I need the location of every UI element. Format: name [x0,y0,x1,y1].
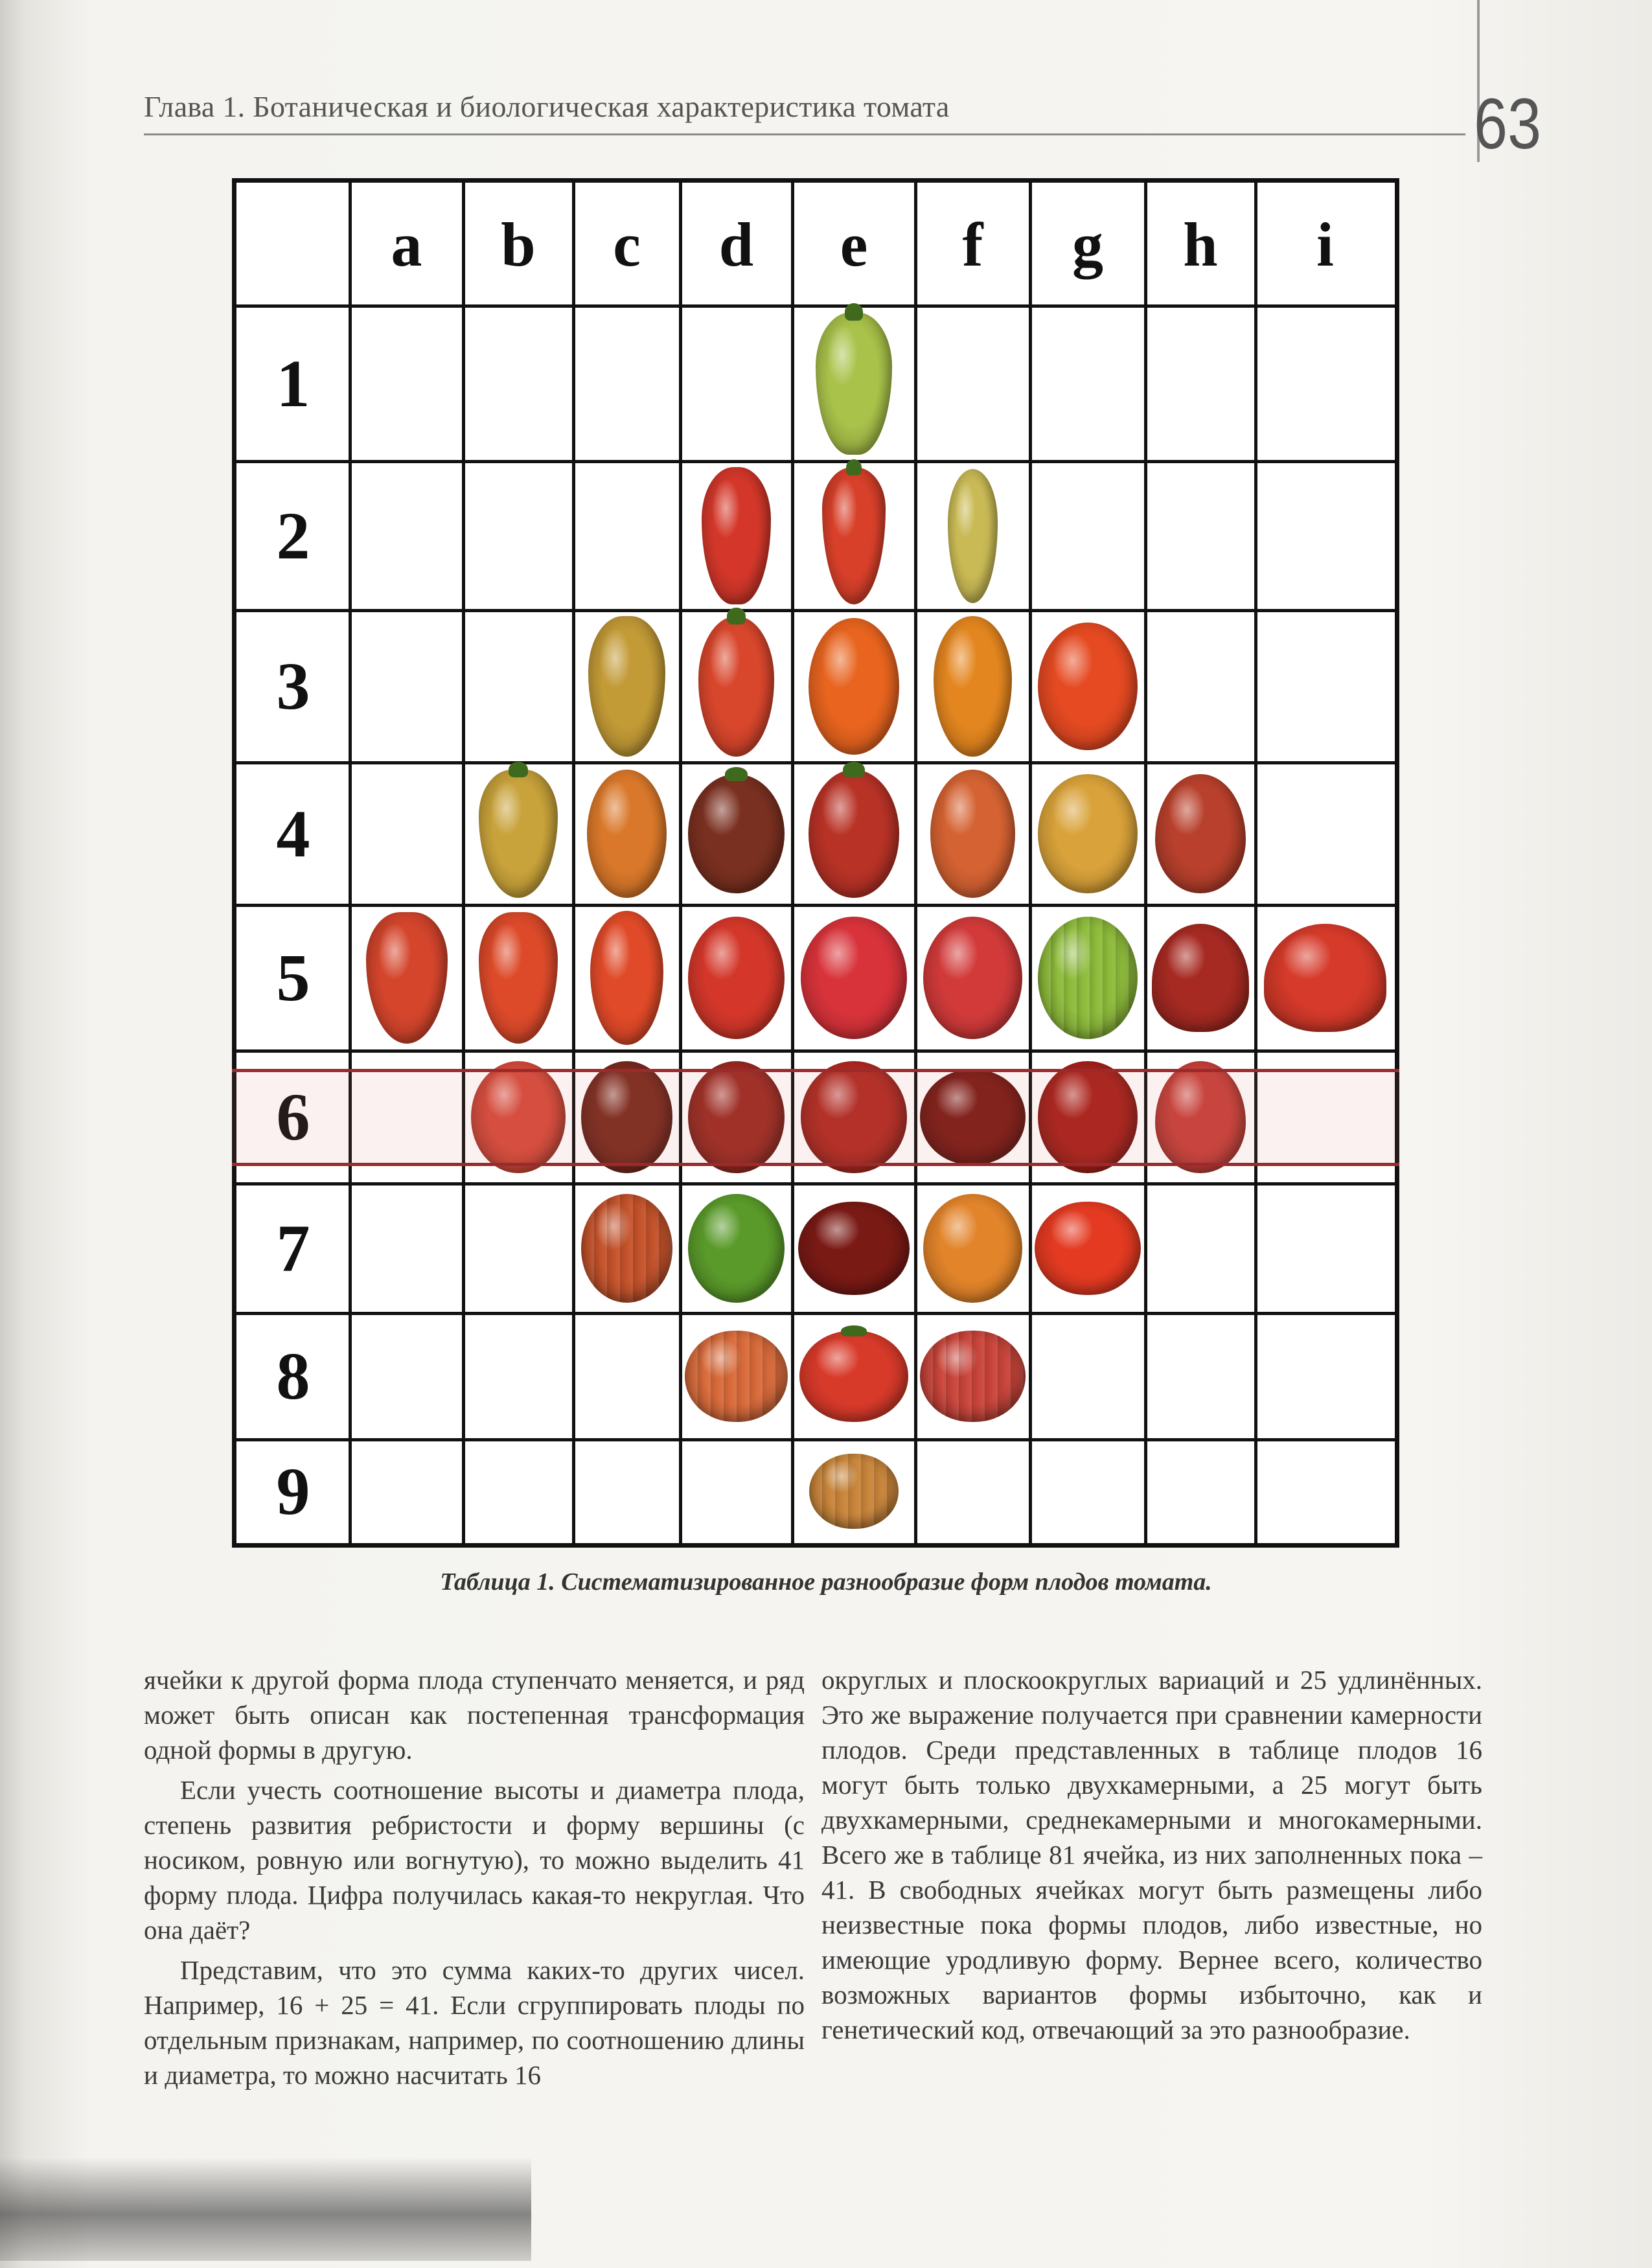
tomato-fruit-f6 [920,1070,1026,1165]
column-header-g: g [1072,209,1103,279]
grid-horizontal-line [236,460,1395,463]
tomato-fruit-f3 [934,616,1011,756]
tomato-fruit-d3 [698,616,775,756]
tomato-fruit-a5 [366,912,448,1044]
grid-vertical-line [1144,183,1147,1543]
grid-horizontal-line [236,1312,1395,1315]
tomato-fruit-d7 [688,1194,785,1303]
grid-horizontal-line [236,904,1395,907]
column-header-e: e [840,209,868,279]
page-number: 63 [1474,84,1542,164]
tomato-form-table [232,178,1399,1548]
tomato-fruit-f8 [920,1331,1026,1421]
tomato-fruit-h5 [1152,924,1249,1032]
column-header-c: c [613,209,641,279]
tomato-stem-icon [727,608,745,624]
grid-horizontal-line [236,609,1395,612]
tomato-fruit-h4 [1155,774,1245,894]
tomato-fruit-d2 [702,467,771,604]
grid-vertical-line [1029,183,1032,1543]
tomato-fruit-c3 [588,616,665,756]
row-header-3: 3 [276,649,310,724]
grid-vertical-line [572,183,575,1543]
paragraph: ячейки к другой форма плода ступенчато меняется, и ряд может быть описан как постепенная трансформация одной формы в другую. [144,1665,805,1765]
tomato-fruit-e8 [799,1331,908,1421]
grid-horizontal-line [236,1182,1395,1186]
row-header-7: 7 [276,1211,310,1286]
column-header-f: f [962,209,983,279]
column-header-b: b [501,209,536,279]
grid-vertical-line [1254,183,1257,1543]
row-header-8: 8 [276,1339,310,1414]
grid-vertical-line [679,183,682,1543]
body-text-right-column [821,1662,1482,2047]
column-header-i: i [1316,209,1334,279]
tomato-fruit-f7 [923,1194,1022,1303]
tomato-stem-icon [509,762,527,777]
tomato-fruit-c6 [581,1061,673,1173]
tomato-fruit-d6 [688,1061,785,1173]
paragraph: Представим, что это сумма каких-то других чисел. Например, 16 + 25 = 41. Если сгруппировать плоды по отдельным признакам, например, по соотношению длины и диаметра, то можно насчитать 16 [144,1955,805,2090]
tomato-fruit-b6 [471,1061,566,1173]
row-header-6: 6 [276,1080,310,1154]
tomato-fruit-e2 [822,467,886,604]
column-header-h: h [1183,209,1218,279]
tomato-stem-icon [843,762,865,777]
tomato-fruit-f4 [930,770,1015,898]
row-header-5: 5 [276,941,310,1015]
tomato-fruit-b5 [479,912,558,1044]
tomato-fruit-d4 [688,774,785,894]
tomato-fruit-e6 [801,1061,906,1173]
scan-shadow [0,2157,531,2261]
grid-horizontal-line [236,761,1395,764]
tomato-fruit-c4 [587,770,666,898]
column-header-d: d [718,209,754,279]
table-caption: Таблица 1. Систематизированное разнообразие форм плодов томата. [440,1568,1212,1596]
tomato-fruit-e7 [798,1202,910,1295]
body-text-left-column [144,1662,805,2092]
tomato-stem-icon [841,1325,867,1336]
tomato-stem-icon [845,303,863,320]
tomato-fruit-g4 [1038,774,1137,894]
grid-horizontal-line [236,1049,1395,1053]
tomato-stem-icon [846,459,862,475]
column-header-a: a [391,209,422,279]
row-header-4: 4 [276,796,310,871]
tomato-fruit-d8 [685,1331,788,1421]
tomato-fruit-d5 [688,917,785,1039]
grid-vertical-line [462,183,465,1543]
tomato-stem-icon [725,767,748,781]
tomato-fruit-e1 [816,312,892,455]
tomato-fruit-e4 [809,770,900,898]
tomato-fruit-c5 [590,911,663,1045]
tomato-fruit-e3 [809,618,900,755]
grid-vertical-line [914,183,917,1543]
tomato-fruit-f2 [948,469,998,603]
tomato-fruit-f5 [923,917,1022,1039]
tomato-fruit-b4 [479,770,558,898]
tomato-fruit-g5 [1038,917,1137,1039]
grid-horizontal-line [236,1438,1395,1441]
grid-vertical-line [791,183,794,1543]
tomato-fruit-h6 [1155,1061,1245,1173]
row-header-2: 2 [276,498,310,573]
tomato-fruit-e5 [801,917,906,1039]
tomato-fruit-g6 [1038,1061,1137,1173]
row-header-1: 1 [276,346,310,421]
tomato-fruit-e9 [809,1454,899,1528]
header-rule [144,133,1465,135]
tomato-fruit-g3 [1038,623,1137,750]
row-header-9: 9 [276,1454,310,1529]
paragraph: Если учесть соотношение высоты и диаметра плода, степень развития ребристости и форму вершины (с носиком, ровную или вогнутую), то можно выделить 41 форму плода. Цифра получилась какая-то некруглая. Что она даёт? [144,1775,805,1945]
paragraph: округлых и плоскоокруглых вариаций и 25 удлинённых. Это же выражение получается при сравнении камерности плодов. Среди представленных в таблице плодов 16 могут быть только двухкамерными, а 25 могут быть двухкамерными, среднекамерными и многокамерными. Всего же в таблице 81 ячейка, из них заполненных пока – 41. В свободных ячейках могут быть размещены либо неизвестные пока формы плодов, либо известные, но имеющие уродливую форму. Вернее всего, количество возможных вариантов формы избыточно, как и генетический код, отвечающий за это разнообразие. [821,1665,1482,2045]
tomato-fruit-c7 [581,1194,673,1303]
tomato-fruit-g7 [1035,1202,1141,1295]
tomato-fruit-i5 [1264,924,1386,1032]
running-head: Глава 1. Ботаническая и биологическая характеристика томата [144,90,950,123]
